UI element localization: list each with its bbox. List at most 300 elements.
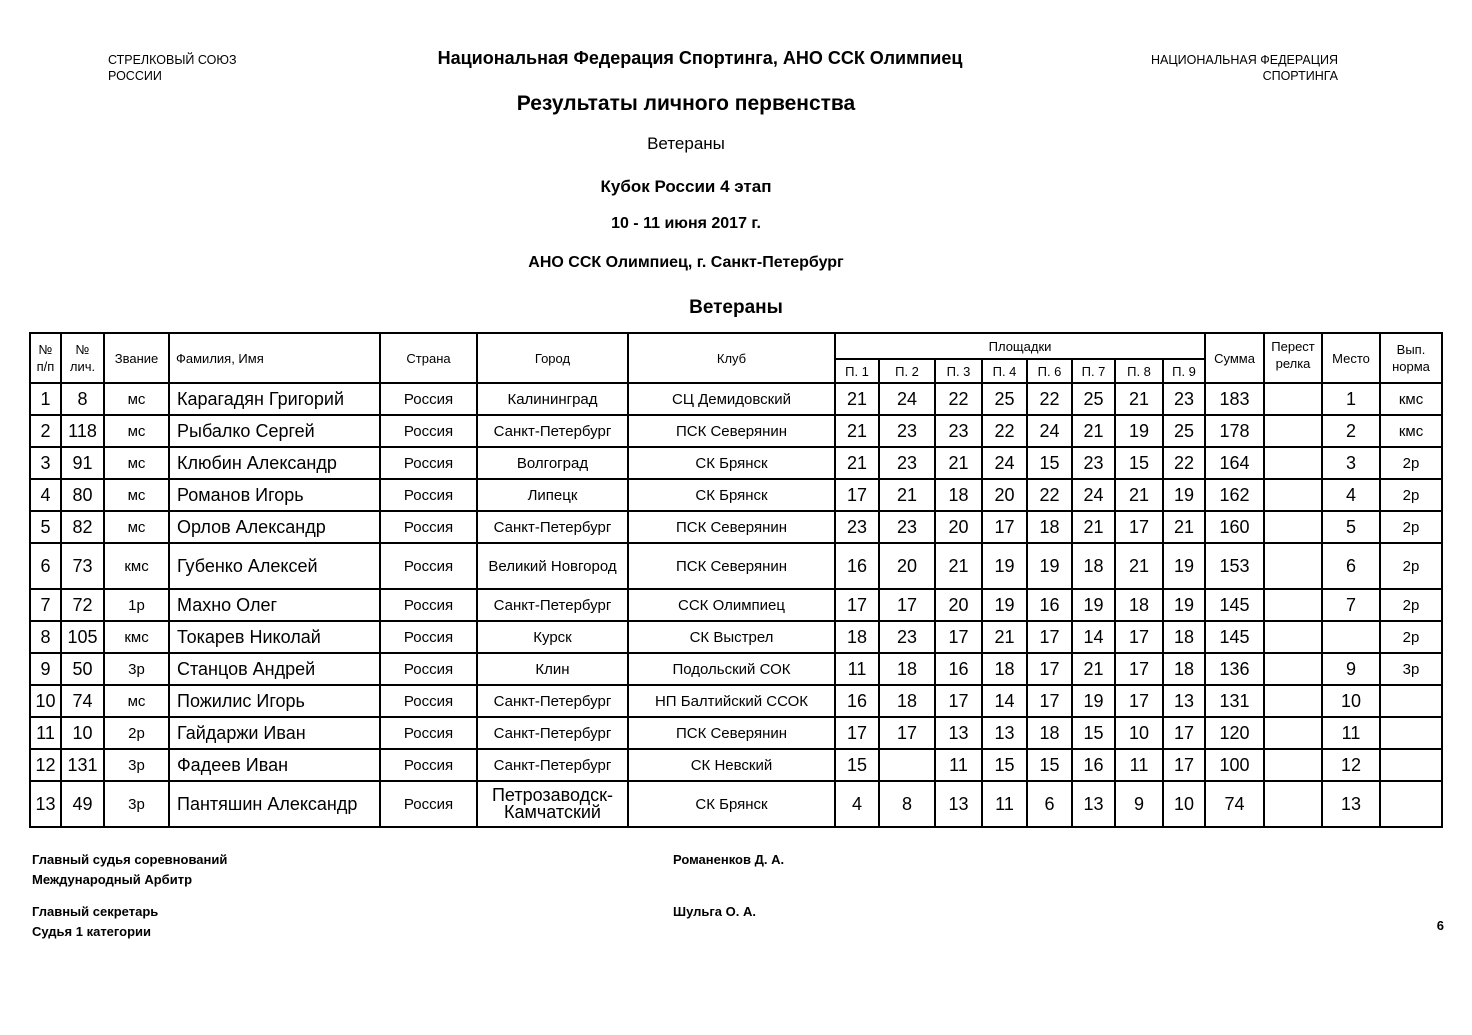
- cell-norm: 2р: [1380, 543, 1442, 589]
- cell-station-score: 16: [835, 543, 879, 589]
- cell-name: Пожилис Игорь: [169, 685, 380, 717]
- competition-dates: 10 - 11 июня 2017 г.: [611, 215, 761, 232]
- cell-station-score: 19: [1072, 685, 1115, 717]
- cell-city: Великий Новгород: [477, 543, 628, 589]
- cell-name: Орлов Александр: [169, 511, 380, 543]
- cell-station-score: 20: [935, 589, 982, 621]
- cell-total: 74: [1205, 781, 1264, 827]
- cell-station-score: 15: [982, 749, 1027, 781]
- cell-name: Пантяшин Александр: [169, 781, 380, 827]
- cell-total: 164: [1205, 447, 1264, 479]
- cell-shootoff: [1264, 479, 1322, 511]
- cell-station-score: 17: [1115, 511, 1163, 543]
- cell-shootoff: [1264, 415, 1322, 447]
- col-header-place: Место: [1322, 333, 1380, 383]
- cell-station-score: 11: [835, 653, 879, 685]
- cell-station-score: 17: [1163, 717, 1205, 749]
- cell-total: 160: [1205, 511, 1264, 543]
- cell-num: 1: [30, 383, 61, 415]
- cell-station-score: 17: [982, 511, 1027, 543]
- cell-num: 11: [30, 717, 61, 749]
- col-header-city: Город: [477, 333, 628, 383]
- cell-country: Россия: [380, 621, 477, 653]
- cell-name: Токарев Николай: [169, 621, 380, 653]
- table-row: [30, 479, 1442, 511]
- cell-num: 5: [30, 511, 61, 543]
- cell-station-score: 21: [1163, 511, 1205, 543]
- cell-station-score: 18: [1072, 543, 1115, 589]
- cell-station-score: 19: [1163, 543, 1205, 589]
- col-header-country: Страна: [380, 333, 477, 383]
- cell-station-score: 23: [879, 415, 935, 447]
- cell-shootoff: [1264, 383, 1322, 415]
- cell-place: 1: [1322, 383, 1380, 415]
- cell-place: 9: [1322, 653, 1380, 685]
- cell-num: 2: [30, 415, 61, 447]
- cell-station-score: 10: [1163, 781, 1205, 827]
- document-title: Результаты личного первенства: [516, 92, 856, 115]
- cell-country: Россия: [380, 511, 477, 543]
- cell-station-score: 20: [982, 479, 1027, 511]
- cell-rank: мс: [104, 479, 169, 511]
- cell-rank: мс: [104, 447, 169, 479]
- cell-station-score: 16: [835, 685, 879, 717]
- col-header-num: № п/п: [30, 333, 61, 383]
- cell-station-score: 23: [1072, 447, 1115, 479]
- chief-secretary-title: Главный секретарь: [32, 904, 159, 919]
- cell-station-score: 17: [879, 717, 935, 749]
- table-row: [30, 447, 1442, 479]
- cell-place: 11: [1322, 717, 1380, 749]
- cell-place: 6: [1322, 543, 1380, 589]
- col-header-station-1: П. 1: [835, 359, 879, 383]
- cell-shootoff: [1264, 717, 1322, 749]
- cell-rank: 1р: [104, 589, 169, 621]
- results-body: [30, 383, 1442, 827]
- cell-country: Россия: [380, 653, 477, 685]
- cell-station-score: 20: [879, 543, 935, 589]
- cell-city: Санкт-Петербург: [477, 717, 628, 749]
- cell-total: 145: [1205, 621, 1264, 653]
- cell-bib: 72: [61, 589, 104, 621]
- cell-bib: 8: [61, 383, 104, 415]
- col-header-total: Сумма: [1205, 333, 1264, 383]
- results-table: [29, 332, 1443, 828]
- category-subtitle: Ветераны: [647, 134, 725, 153]
- cell-norm: 3р: [1380, 653, 1442, 685]
- cell-country: Россия: [380, 415, 477, 447]
- cell-rank: мс: [104, 415, 169, 447]
- cell-country: Россия: [380, 383, 477, 415]
- cell-norm: 2р: [1380, 621, 1442, 653]
- cell-bib: 50: [61, 653, 104, 685]
- cell-station-score: 22: [1027, 479, 1072, 511]
- cell-rank: 3р: [104, 653, 169, 685]
- cell-city: Санкт-Петербург: [477, 511, 628, 543]
- cell-city: Санкт-Петербург: [477, 589, 628, 621]
- cell-name: Карагадян Григорий: [169, 383, 380, 415]
- table-row: [30, 383, 1442, 415]
- cell-norm: [1380, 717, 1442, 749]
- cell-club: СЦ Демидовский: [628, 383, 835, 415]
- col-header-shootoff: Перест релка: [1264, 333, 1322, 383]
- cell-country: Россия: [380, 781, 477, 827]
- table-row: [30, 621, 1442, 653]
- cell-norm: 2р: [1380, 589, 1442, 621]
- cell-shootoff: [1264, 511, 1322, 543]
- cell-station-score: 18: [982, 653, 1027, 685]
- cell-bib: 91: [61, 447, 104, 479]
- cell-city: Волгоград: [477, 447, 628, 479]
- cell-station-score: 17: [835, 589, 879, 621]
- cell-city: Калининград: [477, 383, 628, 415]
- cell-norm: [1380, 749, 1442, 781]
- table-header-row: [30, 333, 1442, 359]
- cell-city: Петрозаводск- Камчатский: [477, 781, 628, 827]
- cell-station-score: 14: [982, 685, 1027, 717]
- cell-station-score: 25: [1072, 383, 1115, 415]
- cell-num: 3: [30, 447, 61, 479]
- header-center-org: Национальная Федерация Спортинга, АНО ССК Олимпиец: [437, 48, 963, 68]
- cell-place: 3: [1322, 447, 1380, 479]
- table-row: [30, 717, 1442, 749]
- cell-station-score: 21: [1115, 383, 1163, 415]
- cell-station-score: 10: [1115, 717, 1163, 749]
- cell-station-score: 18: [1163, 653, 1205, 685]
- cell-num: 6: [30, 543, 61, 589]
- cell-station-score: 18: [1115, 589, 1163, 621]
- cell-station-score: 23: [879, 511, 935, 543]
- col-header-station-6: П. 6: [1027, 359, 1072, 383]
- col-header-station-3: П. 3: [935, 359, 982, 383]
- cell-station-score: 17: [1115, 653, 1163, 685]
- cell-name: Романов Игорь: [169, 479, 380, 511]
- cell-num: 8: [30, 621, 61, 653]
- cell-num: 7: [30, 589, 61, 621]
- cell-station-score: 22: [935, 383, 982, 415]
- cell-station-score: 19: [982, 589, 1027, 621]
- cell-station-score: 23: [935, 415, 982, 447]
- cell-station-score: 9: [1115, 781, 1163, 827]
- col-header-station-7: П. 7: [1072, 359, 1115, 383]
- cell-station-score: 24: [879, 383, 935, 415]
- cell-rank: кмс: [104, 621, 169, 653]
- cell-country: Россия: [380, 749, 477, 781]
- header-left-line1: СТРЕЛКОВЫЙ СОЮЗ: [108, 53, 237, 67]
- cell-station-score: 23: [879, 447, 935, 479]
- cell-num: 13: [30, 781, 61, 827]
- cell-station-score: 18: [1027, 511, 1072, 543]
- cell-total: 100: [1205, 749, 1264, 781]
- chief-judge-title: Главный судья соревнований: [32, 852, 228, 867]
- cell-station-score: 21: [835, 383, 879, 415]
- cell-name: Клюбин Александр: [169, 447, 380, 479]
- cell-country: Россия: [380, 717, 477, 749]
- cell-bib: 10: [61, 717, 104, 749]
- cell-norm: [1380, 781, 1442, 827]
- cell-rank: 3р: [104, 749, 169, 781]
- col-header-stations-group: Площадки: [835, 333, 1205, 359]
- cell-club: ПСК Северянин: [628, 717, 835, 749]
- cell-station-score: 14: [1072, 621, 1115, 653]
- cell-station-score: 17: [879, 589, 935, 621]
- cell-total: 120: [1205, 717, 1264, 749]
- cell-place: [1322, 621, 1380, 653]
- cell-station-score: 17: [1115, 685, 1163, 717]
- cell-station-score: [879, 749, 935, 781]
- cell-num: 12: [30, 749, 61, 781]
- col-header-name: Фамилия, Имя: [169, 333, 380, 383]
- cell-club: СК Брянск: [628, 447, 835, 479]
- cell-station-score: 22: [1027, 383, 1072, 415]
- cell-station-score: 19: [982, 543, 1027, 589]
- cell-total: 162: [1205, 479, 1264, 511]
- cell-norm: 2р: [1380, 447, 1442, 479]
- cell-station-score: 18: [835, 621, 879, 653]
- cell-place: 5: [1322, 511, 1380, 543]
- cell-station-score: 4: [835, 781, 879, 827]
- cell-station-score: 19: [1163, 479, 1205, 511]
- cell-shootoff: [1264, 781, 1322, 827]
- cell-station-score: 18: [935, 479, 982, 511]
- cell-station-score: 18: [1027, 717, 1072, 749]
- cell-norm: кмс: [1380, 415, 1442, 447]
- cell-rank: мс: [104, 383, 169, 415]
- cell-station-score: 13: [982, 717, 1027, 749]
- cell-station-score: 19: [1072, 589, 1115, 621]
- cell-station-score: 21: [1115, 543, 1163, 589]
- cell-station-score: 19: [1163, 589, 1205, 621]
- table-row: [30, 543, 1442, 589]
- header-left-line2: РОССИИ: [108, 69, 162, 83]
- col-header-norm: Вып. норма: [1380, 333, 1442, 383]
- cell-club: СК Выстрел: [628, 621, 835, 653]
- cell-club: ПСК Северянин: [628, 543, 835, 589]
- cell-station-score: 21: [835, 415, 879, 447]
- cell-club: СК Невский: [628, 749, 835, 781]
- cell-country: Россия: [380, 543, 477, 589]
- cell-name: Рыбалко Сергей: [169, 415, 380, 447]
- cell-station-score: 23: [879, 621, 935, 653]
- cell-shootoff: [1264, 749, 1322, 781]
- cell-station-score: 21: [1115, 479, 1163, 511]
- col-header-station-8: П. 8: [1115, 359, 1163, 383]
- cell-country: Россия: [380, 447, 477, 479]
- col-header-club: Клуб: [628, 333, 835, 383]
- cell-shootoff: [1264, 653, 1322, 685]
- header-left-org: [108, 52, 237, 84]
- page-number: 6: [1436, 918, 1444, 933]
- cell-station-score: 16: [935, 653, 982, 685]
- cell-station-score: 17: [935, 621, 982, 653]
- cell-station-score: 18: [1163, 621, 1205, 653]
- cell-station-score: 15: [1115, 447, 1163, 479]
- cell-bib: 73: [61, 543, 104, 589]
- cell-station-score: 18: [879, 685, 935, 717]
- cell-rank: мс: [104, 685, 169, 717]
- cell-place: 13: [1322, 781, 1380, 827]
- cell-num: 10: [30, 685, 61, 717]
- cell-station-score: 24: [1072, 479, 1115, 511]
- cell-norm: 2р: [1380, 479, 1442, 511]
- cell-country: Россия: [380, 589, 477, 621]
- cell-city: Липецк: [477, 479, 628, 511]
- cell-name: Гайдаржи Иван: [169, 717, 380, 749]
- cell-total: 153: [1205, 543, 1264, 589]
- cell-station-score: 21: [935, 447, 982, 479]
- cell-station-score: 11: [982, 781, 1027, 827]
- table-row: [30, 685, 1442, 717]
- cell-station-score: 17: [1163, 749, 1205, 781]
- cell-place: 4: [1322, 479, 1380, 511]
- header-right-org: [1100, 52, 1338, 84]
- cell-shootoff: [1264, 589, 1322, 621]
- cell-club: НП Балтийский ССОК: [628, 685, 835, 717]
- cell-station-score: 24: [982, 447, 1027, 479]
- cell-station-score: 23: [1163, 383, 1205, 415]
- cell-total: 136: [1205, 653, 1264, 685]
- cell-total: 131: [1205, 685, 1264, 717]
- cell-rank: кмс: [104, 543, 169, 589]
- cell-station-score: 22: [982, 415, 1027, 447]
- cell-total: 178: [1205, 415, 1264, 447]
- cell-place: 2: [1322, 415, 1380, 447]
- cell-club: СК Брянск: [628, 479, 835, 511]
- cell-station-score: 17: [835, 479, 879, 511]
- cell-station-score: 11: [935, 749, 982, 781]
- header-right-line1: НАЦИОНАЛЬНАЯ ФЕДЕРАЦИЯ: [1151, 53, 1338, 67]
- cell-station-score: 17: [1027, 653, 1072, 685]
- group-heading: Ветераны: [689, 297, 783, 318]
- cell-station-score: 21: [1072, 415, 1115, 447]
- cell-station-score: 11: [1115, 749, 1163, 781]
- cell-city: Санкт-Петербург: [477, 749, 628, 781]
- col-header-station-4: П. 4: [982, 359, 1027, 383]
- cell-station-score: 13: [1163, 685, 1205, 717]
- cell-rank: мс: [104, 511, 169, 543]
- cell-club: ПСК Северянин: [628, 415, 835, 447]
- chief-judge-name: Романенков Д. А.: [673, 852, 785, 867]
- cell-station-score: 20: [935, 511, 982, 543]
- cell-place: 12: [1322, 749, 1380, 781]
- cell-station-score: 17: [935, 685, 982, 717]
- cell-norm: 2р: [1380, 511, 1442, 543]
- cell-total: 145: [1205, 589, 1264, 621]
- cell-station-score: 17: [835, 717, 879, 749]
- cell-total: 183: [1205, 383, 1264, 415]
- cell-station-score: 23: [835, 511, 879, 543]
- cell-station-score: 6: [1027, 781, 1072, 827]
- cell-station-score: 16: [1027, 589, 1072, 621]
- cell-station-score: 21: [879, 479, 935, 511]
- cell-station-score: 15: [1027, 749, 1072, 781]
- cell-num: 4: [30, 479, 61, 511]
- cell-city: Клин: [477, 653, 628, 685]
- table-row: [30, 749, 1442, 781]
- cell-station-score: 21: [835, 447, 879, 479]
- cell-station-score: 21: [982, 621, 1027, 653]
- cell-bib: 49: [61, 781, 104, 827]
- cell-bib: 105: [61, 621, 104, 653]
- cell-place: 7: [1322, 589, 1380, 621]
- cell-name: Махно Олег: [169, 589, 380, 621]
- cell-station-score: 15: [835, 749, 879, 781]
- cell-rank: 2р: [104, 717, 169, 749]
- competition-name: Кубок России 4 этап: [600, 177, 772, 196]
- chief-secretary-category: Судья 1 категории: [32, 924, 152, 939]
- cell-country: Россия: [380, 479, 477, 511]
- cell-shootoff: [1264, 543, 1322, 589]
- cell-station-score: 8: [879, 781, 935, 827]
- cell-name: Фадеев Иван: [169, 749, 380, 781]
- cell-bib: 82: [61, 511, 104, 543]
- cell-station-score: 15: [1072, 717, 1115, 749]
- cell-club: ПСК Северянин: [628, 511, 835, 543]
- cell-station-score: 21: [1072, 653, 1115, 685]
- cell-station-score: 25: [982, 383, 1027, 415]
- cell-station-score: 19: [1027, 543, 1072, 589]
- cell-station-score: 25: [1163, 415, 1205, 447]
- cell-station-score: 17: [1115, 621, 1163, 653]
- col-header-bib: № лич.: [61, 333, 104, 383]
- cell-shootoff: [1264, 447, 1322, 479]
- chief-secretary-name: Шульга О. А.: [673, 904, 756, 919]
- cell-place: 10: [1322, 685, 1380, 717]
- cell-bib: 74: [61, 685, 104, 717]
- chief-judge-block: [32, 850, 227, 890]
- cell-station-score: 13: [935, 717, 982, 749]
- cell-station-score: 13: [1072, 781, 1115, 827]
- cell-station-score: 13: [935, 781, 982, 827]
- cell-bib: 80: [61, 479, 104, 511]
- cell-num: 9: [30, 653, 61, 685]
- cell-norm: кмс: [1380, 383, 1442, 415]
- cell-station-score: 15: [1027, 447, 1072, 479]
- table-row: [30, 781, 1442, 827]
- cell-norm: [1380, 685, 1442, 717]
- cell-city: Санкт-Петербург: [477, 415, 628, 447]
- cell-station-score: 21: [1072, 511, 1115, 543]
- cell-name: Станцов Андрей: [169, 653, 380, 685]
- cell-station-score: 24: [1027, 415, 1072, 447]
- cell-rank: 3р: [104, 781, 169, 827]
- col-header-station-2: П. 2: [879, 359, 935, 383]
- chief-secretary-block: [32, 902, 158, 942]
- chief-judge-category: Международный Арбитр: [32, 872, 193, 887]
- cell-shootoff: [1264, 685, 1322, 717]
- cell-station-score: 21: [935, 543, 982, 589]
- cell-club: Подольский СОК: [628, 653, 835, 685]
- cell-name: Губенко Алексей: [169, 543, 380, 589]
- table-row: [30, 511, 1442, 543]
- cell-station-score: 16: [1072, 749, 1115, 781]
- table-row: [30, 415, 1442, 447]
- cell-station-score: 22: [1163, 447, 1205, 479]
- cell-station-score: 17: [1027, 685, 1072, 717]
- cell-station-score: 18: [879, 653, 935, 685]
- cell-station-score: 17: [1027, 621, 1072, 653]
- header-right-line2: СПОРТИНГА: [1262, 69, 1338, 83]
- cell-club: ССК Олимпиец: [628, 589, 835, 621]
- cell-bib: 131: [61, 749, 104, 781]
- cell-club: СК Брянск: [628, 781, 835, 827]
- col-header-station-9: П. 9: [1163, 359, 1205, 383]
- competition-venue: АНО ССК Олимпиец, г. Санкт-Петербург: [528, 254, 844, 271]
- cell-city: Курск: [477, 621, 628, 653]
- table-row: [30, 589, 1442, 621]
- cell-city: Санкт-Петербург: [477, 685, 628, 717]
- col-header-rank: Звание: [104, 333, 169, 383]
